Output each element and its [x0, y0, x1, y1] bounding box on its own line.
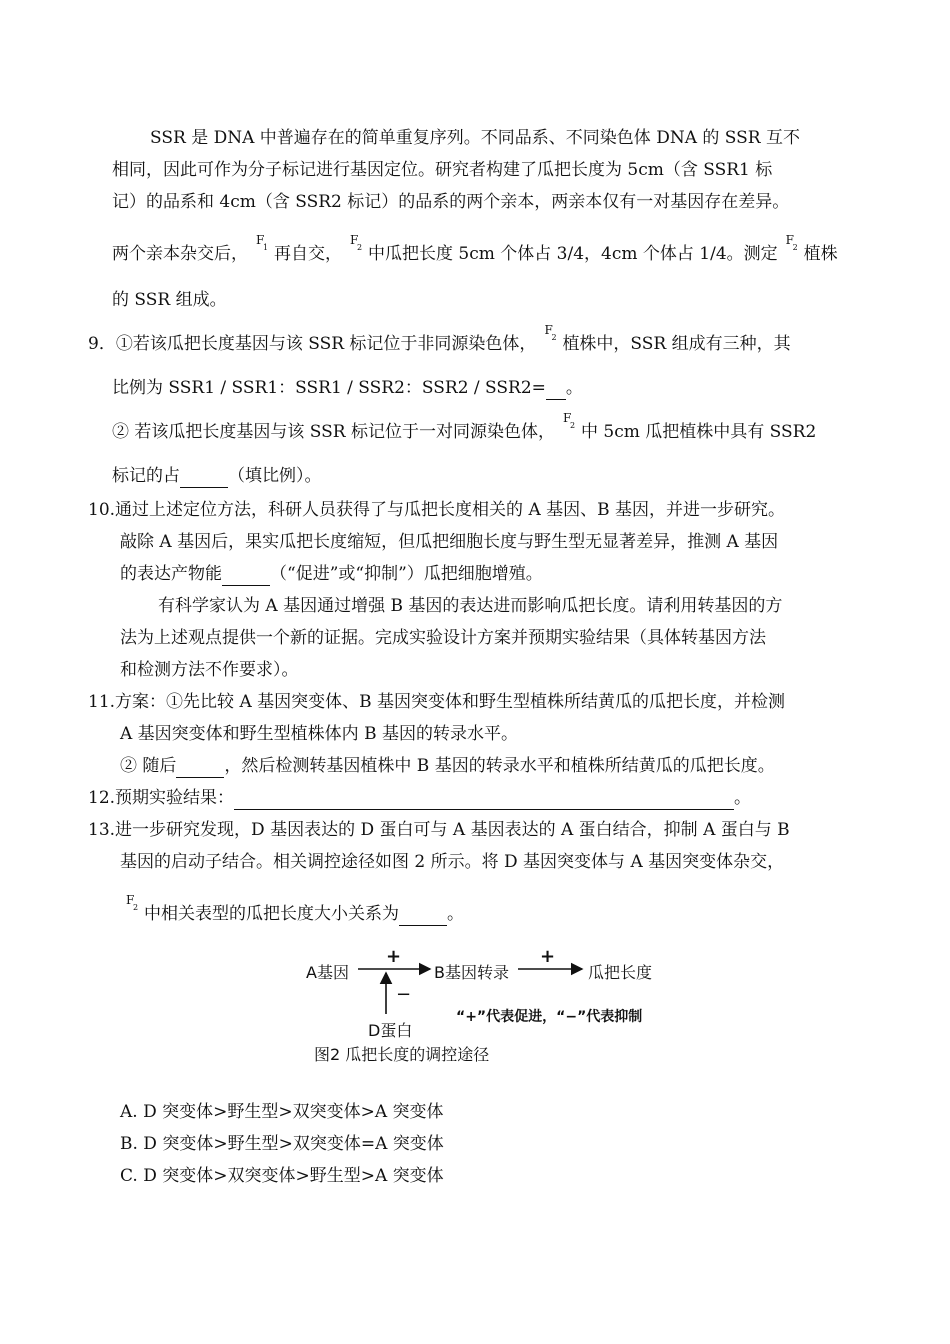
question-10-line-2: 敲除 A 基因后，果实瓜把长度缩短，但瓜把细胞长度与野生型无显著差异，推测 A 基因 [120, 532, 779, 552]
question-13-line-1: 13.进一步研究发现，D 基因表达的 D 蛋白可与 A 基因表达的 A 蛋白结合，抑制 A 蛋白与 B [88, 820, 790, 840]
question-12-line-1: 12.预期实验结果： 。 [88, 788, 752, 808]
length-label: 瓜把长度 [588, 963, 653, 982]
question-10-line-4: 有科学家认为 A 基因通过增强 B 基因的表达进而影响瓜把长度。请利用转基因的方 [158, 596, 783, 616]
option-c[interactable]: C. D 突变体>双突变体>野生型>A 突变体 [120, 1166, 444, 1186]
d-protein-label: D蛋白 [368, 1021, 413, 1040]
question-9-line-3 [112, 411, 817, 444]
intro-line-3: 记）的品系和 4cm（含 SSR2 标记）的品系的两个亲本，两亲本仅有一对基因存在差异。 [112, 192, 790, 212]
question-11-line-3: ② 随后 ，然后检测转基因植株中 B 基因的转录水平和植株所结黄瓜的瓜把长度。 [120, 756, 775, 776]
question-number: 12. [88, 788, 116, 808]
intro-line-1: SSR 是 DNA 中普遍存在的简单重复序列。不同品系、不同染色体 DNA 的 SSR 互不 [150, 128, 800, 148]
figure-caption: 图2 瓜把长度的调控途径 [314, 1045, 490, 1064]
intro-line-4-text-c: 中瓜把长度 5cm 个体占 3/4，4cm 个体占 1/4。测定 [368, 244, 778, 264]
question-number: 11. [88, 692, 116, 712]
question-number: 10. [88, 500, 116, 520]
answer-blank[interactable] [546, 381, 566, 400]
question-10-line-3: 的表达产物能 （“促进”或“抑制”）瓜把细胞增殖。 [120, 564, 543, 584]
regulation-pathway-figure [300, 944, 700, 1070]
question-10-line-1: 10.通过上述定位方法，科研人员获得了与瓜把长度相关的 A 基因、B 基因，并进一步研究。 [88, 500, 786, 520]
intro-line-2: 相同，因此可作为分子标记进行基因定位。研究者构建了瓜把长度为 5cm（含 SSR1 标 [112, 160, 773, 180]
question-10-line-6: 和检测方法不作要求）。 [120, 660, 299, 680]
plus-sign: + [386, 946, 402, 967]
question-9-text-c: ② 若该瓜把长度基因与该 SSR 标记位于一对同源染色体， [112, 422, 556, 442]
option-b[interactable]: B. D 突变体>野生型>双突变体=A 突变体 [120, 1134, 444, 1154]
question-9-text-b: 植株中，SSR 组成有三种，其 [562, 334, 791, 354]
f2-label: F 2 [785, 233, 798, 252]
question-10-line-5: 法为上述观点提供一个新的证据。完成实验设计方案并预期实验结果（具体转基因方法 [120, 628, 766, 648]
plus-sign: + [540, 946, 556, 967]
question-11-line-2: A 基因突变体和野生型植株体内 B 基因的转录水平。 [120, 724, 518, 744]
intro-line-4-text-d: 植株 [803, 244, 838, 264]
ratio-text: 比例为 SSR1 / SSR1：SSR1 / SSR2：SSR2 / SSR2= [112, 378, 546, 398]
minus-sign: − [396, 984, 412, 1005]
question-9-line-1 [88, 323, 791, 356]
intro-line-4-text-b: 再自交， [274, 244, 342, 264]
intro-line-5: 的 SSR 组成。 [112, 290, 227, 310]
f2-label: F 2 [350, 233, 363, 252]
f2-label: F 2 [544, 323, 557, 342]
a-gene-label: A基因 [306, 963, 349, 982]
question-9-line-2: 比例为 SSR1 / SSR1：SSR1 / SSR2：SSR2 / SSR2= 。 [112, 378, 583, 398]
question-13-line-2: 基因的启动子结合。相关调控途径如图 2 所示。将 D 基因突变体与 A 基因突变体杂交， [120, 852, 785, 872]
question-11-line-1: 11.方案：①先比较 A 基因突变体、B 基因突变体和野生型植株所结黄瓜的瓜把长度，并检测 [88, 692, 786, 712]
f1-label: F 1 [256, 233, 269, 252]
f2-label: F 2 [126, 893, 139, 912]
question-number: 13. [88, 820, 116, 840]
option-a[interactable]: A. D 突变体>野生型>双突变体>A 突变体 [120, 1102, 444, 1122]
b-transcription-label: B基因转录 [434, 963, 509, 982]
figure-legend-note: “+”代表促进，“−”代表抑制 [456, 1009, 643, 1025]
question-9-text-a: ①若该瓜把长度基因与该 SSR 标记位于非同源染色体， [115, 334, 537, 354]
intro-line-4-text-a: 两个亲本杂交后， [112, 244, 248, 264]
intro-line-4 [112, 233, 838, 266]
answer-blank[interactable] [399, 907, 447, 926]
question-9-line-4: 标记的占 （填比例）。 [112, 466, 322, 486]
answer-blank[interactable] [180, 469, 228, 488]
question-9-text-d: 中 5cm 瓜把植株中具有 SSR2 [581, 422, 817, 442]
f2-label: F 2 [563, 411, 576, 430]
question-13-line-3: F 2 中相关表型的瓜把长度大小关系为 。 [118, 902, 464, 926]
answer-blank[interactable] [176, 759, 224, 778]
question-number: 9． [88, 334, 116, 354]
answer-blank[interactable] [234, 791, 734, 810]
answer-blank[interactable] [222, 567, 270, 586]
